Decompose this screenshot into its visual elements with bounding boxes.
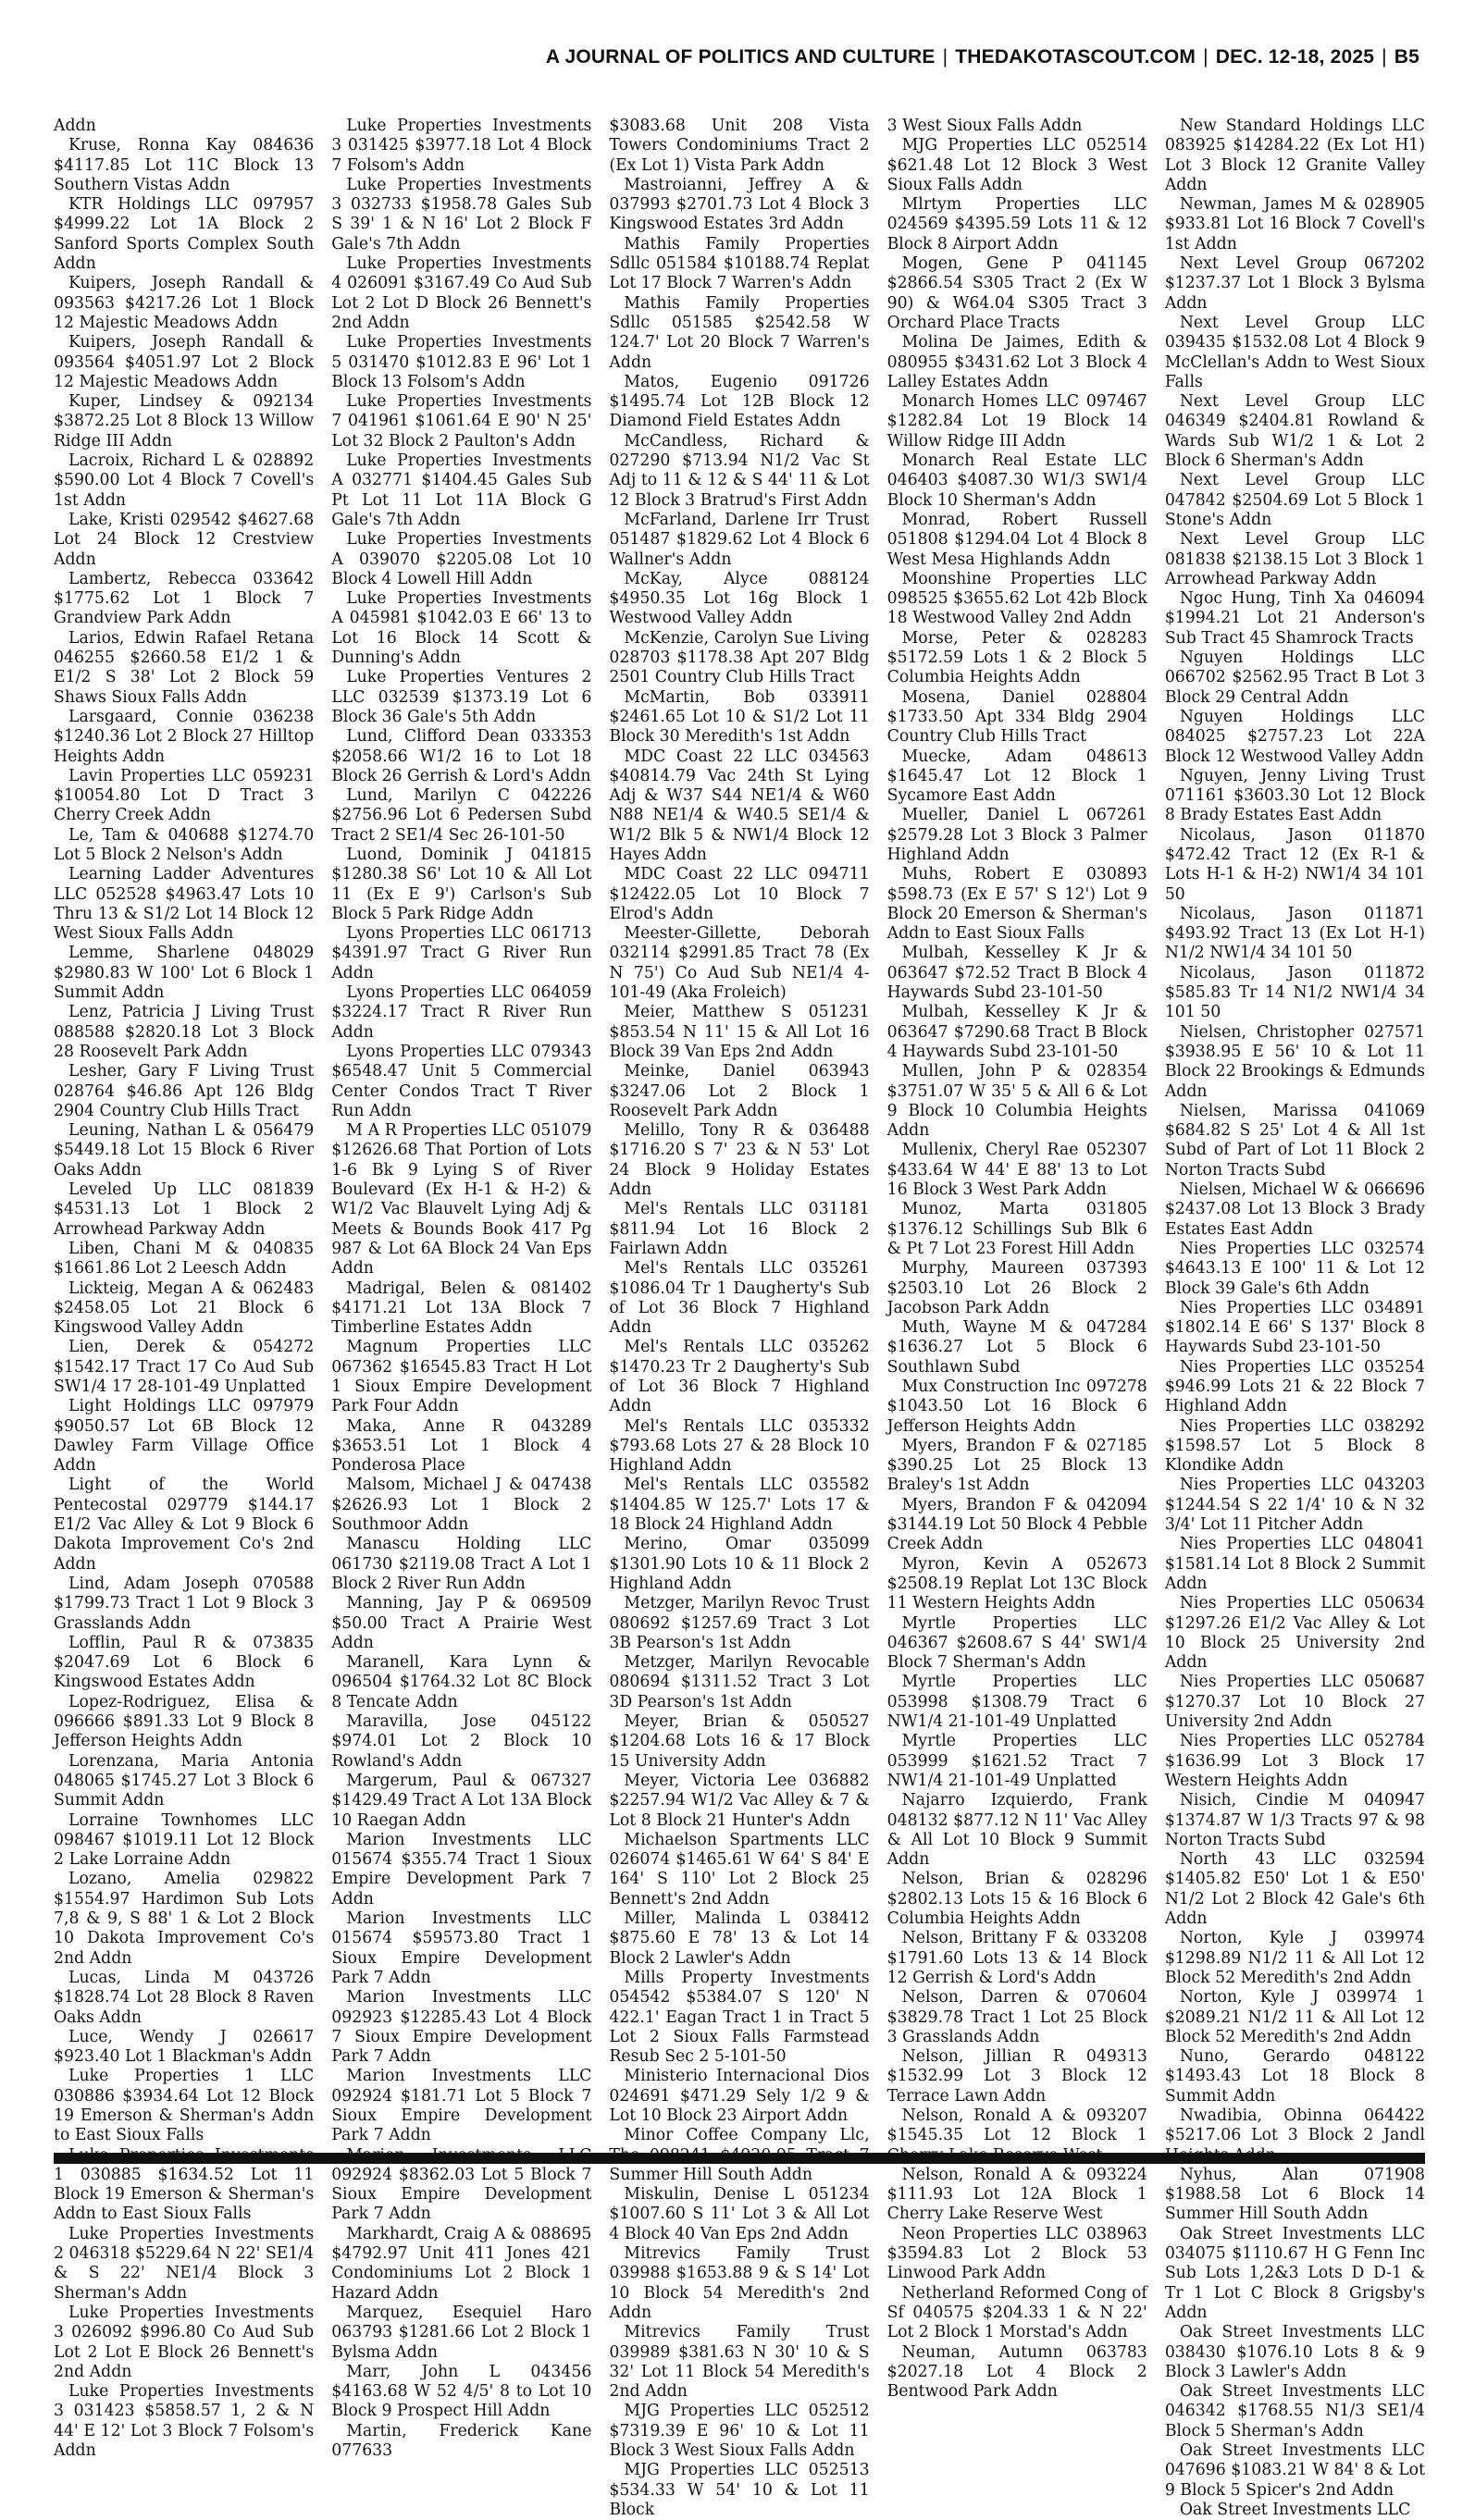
notice-entry: Marion Investments LLC 092923 $12285.43 Lot 4 Block 7 Sioux Empire Development Park 7 Addn: [331, 1988, 592, 2067]
notice-entry: Nies Properties LLC 043203 $1244.54 S 22 1/4' 10 & N 32 3/4' Lot 11 Pitcher Addn: [1164, 1476, 1426, 1535]
notice-entry: Next Level Group LLC 081838 $2138.15 Lot 3 Block 1 Arrowhead Parkway Addn: [1164, 530, 1426, 588]
notice-entry: Nicolaus, Jason 011870 $472.42 Tract 12 (Ex R-1 & Lots H-1 & H-2) NW1/4 34 101 50: [1164, 825, 1426, 904]
notice-entry: Nielsen, Christopher 027571 $3938.95 E 56' 10 & Lot 11 Block 22 Brookings & Edmunds Addn: [1164, 1022, 1426, 1101]
notice-entry: Next Level Group 067202 $1237.37 Lot 1 Block 3 Bylsma Addn: [1164, 254, 1426, 313]
notice-entry: Nies Properties LLC 032574 $4643.13 E 100' 11 & Lot 12 Block 39 Gale's 6th Addn: [1164, 1239, 1426, 1298]
notice-entry: MDC Coast 22 LLC 034563 $40814.79 Vac 24th St Lying Adj & W37 S44 NE1/4 & W60 N88 NE1/4 & W40.5 SE1/4 & W1/2 Blk 5 & NW1/4 Block 12 Hayes Addn: [609, 747, 870, 864]
notice-entry: Muhs, Robert E 030893 $598.73 (Ex E 57' S 12') Lot 9 Block 20 Emerson & Sherman's Addn to East Sioux Falls: [886, 865, 1147, 944]
notice-entry: Myers, Brandon F & 042094 $3144.19 Lot 50 Block 4 Pebble Creek Addn: [886, 1495, 1147, 1554]
notice-entry: Margerum, Paul & 067327 $1429.49 Tract A Lot 13A Block 10 Raegan Addn: [331, 1771, 592, 1830]
notice-entry: Mux Construction Inc 097278 $1043.50 Lot 16 Block 6 Jefferson Heights Addn: [886, 1377, 1147, 1436]
notice-entry: Netherland Reformed Cong of Sf 040575 $204.33 1 & N 22' Lot 2 Block 1 Morstad's Addn: [886, 2283, 1147, 2342]
header-separator: |: [942, 46, 948, 68]
notice-entry: MJG Properties LLC 052512 $7319.39 E 96' 10 & Lot 11 Block 3 West Sioux Falls Addn: [609, 2402, 870, 2461]
notice-entry: Meyer, Brian & 050527 $1204.68 Lots 16 & 17 Block 15 University Addn: [609, 1712, 870, 1771]
page-header: [56, 46, 1419, 68]
notice-entry: Mel's Rentals LLC 031181 $811.94 Lot 16 Block 2 Fairlawn Addn: [609, 1200, 870, 1258]
notice-entry: Manning, Jay P & 069509 $50.00 Tract A Prairie West Addn: [331, 1594, 592, 1652]
notice-entry: Oak Street Investments LLC 034075 $1110.67 H G Fenn Inc Sub Lots 1,2&3 Lots D D-1 & Tr 1 Lot C Block 8 Grigsby's Addn: [1164, 2224, 1426, 2322]
notice-entry: Luke Properties Investments A 032771 $1404.45 Gales Sub Pt Lot 11 Lot 11A Block G Gale's 7th Addn: [331, 451, 592, 529]
notice-entry: Lorenzana, Maria Antonia 048065 $1745.27 Lot 3 Block 6 Summit Addn: [54, 1751, 315, 1810]
notice-entry: Lien, Derek & 054272 $1542.17 Tract 17 Co Aud Sub SW1/4 17 28-101-49 Unplatted: [54, 1338, 315, 1396]
notice-entry: Miller, Malinda L 038412 $875.60 E 78' 13 & Lot 14 Block 2 Lawler's Addn: [609, 1909, 870, 1968]
notice-entry: Metzger, Marilyn Revoc Trust 080692 $1257.69 Tract 3 Lot 3B Pearson's 1st Addn: [609, 1594, 870, 1652]
notice-entry: Meinke, Daniel 063943 $3247.06 Lot 2 Block 1 Roosevelt Park Addn: [609, 1062, 870, 1120]
notice-entry: Maravilla, Jose 045122 $974.01 Lot 2 Block 10 Rowland's Addn: [331, 1712, 592, 1771]
notice-entry: 3 West Sioux Falls Addn: [886, 117, 1083, 135]
bottom-rule: [54, 2153, 1425, 2164]
notice-entry: Le, Tam & 040688 $1274.70 Lot 5 Block 2 Nelson's Addn: [54, 825, 315, 864]
notice-entry: Oak Street Investments LLC 038430 $1076.10 Lots 8 & 9 Block 3 Lawler's Addn: [1164, 2323, 1426, 2381]
notice-entry: Mitrevics Family Trust 039988 $1653.88 9 & S 14' Lot 10 Block 54 Meredith's 2nd Addn: [609, 2244, 870, 2322]
notice-entry: Meester-Gillette, Deborah 032114 $2991.85 Tract 78 (Ex N 75') Co Aud Sub NE1/4 4-101-49 (Aka Froleich): [609, 924, 870, 1003]
column-4: [886, 117, 1147, 2402]
notice-entry: Light Holdings LLC 097979 $9050.57 Lot 6B Block 12 Dawley Farm Village Office Addn: [54, 1397, 315, 1476]
notice-entry: Ministerio Internacional Dios 024691 $471.29 Sely 1/2 9 & Lot 10 Block 23 Airport Addn: [609, 2067, 870, 2125]
notice-entry: Myrtle Properties LLC 046367 $2608.67 S 44' SW1/4 Block 7 Sherman's Addn: [886, 1613, 1147, 1673]
notice-entry: Mitrevics Family Trust 039989 $381.63 N 30' 10 & S 32' Lot 11 Block 54 Meredith's 2nd Addn: [609, 2323, 870, 2402]
notice-entry: Maranell, Kara Lynn & 096504 $1764.32 Lot 8C Block 8 Tencate Addn: [331, 1653, 592, 1711]
notice-entry: Leuning, Nathan L & 056479 $5449.18 Lot 15 Block 6 River Oaks Addn: [54, 1121, 315, 1180]
notice-entry: Newman, James M & 028905 $933.81 Lot 16 Block 7 Covell's 1st Addn: [1164, 195, 1426, 253]
notice-entry: Nelson, Ronald A & 093224 $111.93 Lot 12A Block 1 Cherry Lake Reserve West: [886, 2165, 1147, 2224]
notice-entry: Kuipers, Joseph Randall & 093563 $4217.26 Lot 1 Block 12 Majestic Meadows Addn: [54, 274, 315, 332]
notice-entry: New Standard Holdings LLC 083925 $14284.22 (Ex Lot H1) Lot 3 Block 12 Granite Valley Addn: [1164, 117, 1426, 194]
notice-entry: Luke Properties Investments 5 031470 $1012.83 E 96' Lot 1 Block 13 Folsom's Addn: [331, 333, 592, 391]
notice-entry: Luke Properties Investments 3 026092 $996.80 Co Aud Sub Lot 2 Lot E Block 26 Bennett's 2nd Addn: [54, 2303, 315, 2381]
notice-entry: Luke Properties Investments 2 046318 $5229.64 N 22' SE1/4 & S 22' NE1/4 Block 3 Sherman's Addn: [54, 2224, 315, 2303]
notice-entry: Lickteig, Megan A & 062483 $2458.05 Lot 21 Block 6 Kingswood Valley Addn: [54, 1279, 315, 1338]
notice-entry: Myron, Kevin A 052673 $2508.19 Replat Lot 13C Block 11 Western Heights Addn: [886, 1554, 1147, 1613]
notice-entry: 092924 $8362.03 Lot 5 Block 7 Sioux Empire Development Park 7 Addn: [331, 2165, 592, 2224]
notice-entry: Lucas, Linda M 043726 $1828.74 Lot 28 Block 8 Raven Oaks Addn: [54, 1968, 315, 2027]
notice-entry: Nicolaus, Jason 011871 $493.92 Tract 13 (Ex Lot H-1) N1/2 NW1/4 34 101 50: [1164, 904, 1426, 963]
notice-entry: Mel's Rentals LLC 035262 $1470.23 Tr 2 Daugherty's Sub of Lot 36 Block 7 Highland Addn: [609, 1338, 870, 1416]
notice-entry: Larios, Edwin Rafael Retana 046255 $2660.58 E1/2 1 & E1/2 S 38' Lot 2 Block 59 Shaws Sioux Falls Addn: [54, 628, 315, 707]
notice-entry: Malsom, Michael J & 047438 $2626.93 Lot 1 Block 2 Southmoor Addn: [331, 1476, 592, 1535]
notice-entry: Nyhus, Alan 071908 $1988.58 Lot 6 Block 14 Summer Hill South Addn: [1164, 2165, 1426, 2224]
notice-entry: Marr, John L 043456 $4163.68 W 52 4/5' 8 to Lot 10 Block 9 Prospect Hill Addn: [331, 2362, 592, 2421]
notice-entry: Nelson, Brittany F & 033208 $1791.60 Lots 13 & 14 Block 12 Gerrish & Lord's Addn: [886, 1929, 1147, 1987]
notice-entry: Muecke, Adam 048613 $1645.47 Lot 12 Block 1 Sycamore East Addn: [886, 747, 1147, 806]
notice-entry: Next Level Group LLC 047842 $2504.69 Lot 5 Block 1 Stone's Addn: [1164, 471, 1426, 529]
notice-entry: Nelson, Darren & 070604 $3829.78 Tract 1 Lot 25 Block 3 Grasslands Addn: [886, 1988, 1147, 2046]
notice-entry: Luke Properties Investments A 039070 $2205.08 Lot 10 Block 4 Lowell Hill Addn: [331, 530, 592, 588]
notice-entry: Lenz, Patricia J Living Trust 088588 $2820.18 Lot 3 Block 28 Roosevelt Park Addn: [54, 1003, 315, 1061]
notice-entry: Nies Properties LLC 035254 $946.99 Lots 21 & 22 Block 7 Highland Addn: [1164, 1357, 1426, 1416]
notice-entry: Nicolaus, Jason 011872 $585.83 Tr 14 N1/2 NW1/4 34 101 50: [1164, 963, 1426, 1022]
notice-entry: Luke Properties Investments 3 032733 $1958.78 Gales Sub S 39' 1 & N 16' Lot 2 Block F Gale's 7th Addn: [331, 175, 592, 253]
notice-entry: McFarland, Darlene Irr Trust 051487 $1829.62 Lot 4 Block 6 Wallner's Addn: [609, 510, 870, 569]
notice-entry: Madrigal, Belen & 081402 $4171.21 Lot 13A Block 7 Timberline Estates Addn: [331, 1279, 592, 1338]
notice-entry: Norton, Kyle J 039974 $1298.89 N1/2 11 & All Lot 12 Block 52 Meredith's 2nd Addn: [1164, 1929, 1426, 1987]
notice-entry: Luond, Dominik J 041815 $1280.38 S6' Lot 10 & All Lot 11 (Ex E 9') Carlson's Sub Block 5 Park Ridge Addn: [331, 845, 592, 923]
notice-entry: Mullenix, Cheryl Rae 052307 $433.64 W 44' E 88' 13 to Lot 16 Block 3 West Park Addn: [886, 1141, 1147, 1200]
column-5: [1164, 117, 1426, 2519]
notice-entry: McCandless, Richard & 027290 $713.94 N1/2 Vac St Adj to 11 & 12 & S 44' 11 & Lot 12 Block 3 Bratrud's First Addn: [609, 431, 870, 510]
header-separator: |: [1203, 46, 1209, 68]
notice-entry: Luke Properties 1 LLC 030886 $3934.64 Lot 12 Block 19 Emerson & Sherman's Addn to East Sioux Falls: [54, 2067, 315, 2145]
notice-entry: KTR Holdings LLC 097957 $4999.22 Lot 1A Block 2 Sanford Sports Complex South Addn: [54, 195, 315, 274]
notice-entry: Metzger, Marilyn Revocable 080694 $1311.52 Tract 3 Lot 3D Pearson's 1st Addn: [609, 1653, 870, 1711]
notice-entry: Meyer, Victoria Lee 036882 $2257.94 W1/2 Vac Alley & 7 & Lot 8 Block 21 Hunter's Addn: [609, 1771, 870, 1830]
notice-entry: Maka, Anne R 043289 $3653.51 Lot 1 Block 4 Ponderosa Place: [331, 1416, 592, 1476]
notice-entry: Mathis Family Properties Sdllc 051585 $2542.58 W 124.7' Lot 20 Block 7 Warren's Addn: [609, 293, 870, 372]
column-2: [331, 117, 592, 2461]
notice-entry: Nuno, Gerardo 048122 $1493.43 Lot 18 Block 8 Summit Addn: [1164, 2047, 1426, 2106]
notice-entry: Nielsen, Michael W & 066696 $2437.08 Lot 13 Block 3 Brady Estates East Addn: [1164, 1180, 1426, 1239]
notice-entry: Nguyen, Jenny Living Trust 071161 $3603.30 Lot 12 Block 8 Brady Estates East Addn: [1164, 766, 1426, 825]
notice-entry: McMartin, Bob 033911 $2461.65 Lot 10 & S1/2 Lot 11 Block 30 Meredith's 1st Addn: [609, 687, 870, 747]
notice-entry: Oak Street Investments LLC 046342 $1768.55 N1/3 SE1/4 Block 5 Sherman's Addn: [1164, 2382, 1426, 2440]
notice-entry: Luke Properties Investments 7 041961 $1061.64 E 90' N 25' Lot 32 Block 2 Paulton's Addn: [331, 392, 592, 451]
header-separator: |: [1382, 46, 1387, 68]
notice-entry: Mullen, John P & 028354 $3751.07 W 35' 5 & All 6 & Lot 9 Block 10 Columbia Heights Addn: [886, 1062, 1147, 1141]
notice-entry: Lesher, Gary F Living Trust 028764 $46.86 Apt 126 Bldg 2904 Country Club Hills Tract: [54, 1062, 315, 1120]
page-number: B5: [1394, 46, 1419, 68]
notice-entry: Luke Properties Investments 3 031423 $5858.57 1, 2 & N 44' E 12' Lot 3 Block 7 Folsom's Addn: [54, 2382, 315, 2461]
notice-entry: Neuman, Autumn 063783 $2027.18 Lot 4 Block 2 Bentwood Park Addn: [886, 2342, 1147, 2402]
notice-entry: Mueller, Daniel L 067261 $2579.28 Lot 3 Block 3 Palmer Highland Addn: [886, 806, 1147, 864]
notice-entry: Mel's Rentals LLC 035332 $793.68 Lots 27 & 28 Block 10 Highland Addn: [609, 1416, 870, 1476]
notice-entry: Murphy, Maureen 037393 $2503.10 Lot 26 Block 2 Jacobson Park Addn: [886, 1259, 1147, 1317]
notice-entry: Melillo, Tony R & 036488 $1716.20 S 7' 23 & N 53' Lot 24 Block 9 Holiday Estates Addn: [609, 1121, 870, 1200]
notice-entry: Leveled Up LLC 081839 $4531.13 Lot 1 Block 2 Arrowhead Parkway Addn: [54, 1180, 315, 1239]
notice-entry: Monarch Real Estate LLC 046403 $4087.30 W1/3 SW1/4 Block 10 Sherman's Addn: [886, 451, 1147, 510]
notice-entry: Nguyen Holdings LLC 066702 $2562.95 Tract B Lot 3 Block 29 Central Addn: [1164, 649, 1426, 707]
notice-entry: MJG Properties LLC 052514 $621.48 Lot 12 Block 3 West Sioux Falls Addn: [886, 136, 1147, 194]
notice-entry: Lyons Properties LLC 079343 $6548.47 Unit 5 Commercial Center Condos Tract T River Run Addn: [331, 1042, 592, 1120]
notice-entry: MJG Properties LLC 052513 $534.33 W 54' 10 & Lot 11 Block: [609, 2461, 870, 2519]
notice-entry: Luke Properties Investments 3 031425 $3977.18 Lot 4 Block 7 Folsom's Addn: [331, 117, 592, 175]
notice-entry: Lund, Marilyn C 042226 $2756.96 Lot 6 Pedersen Subd Tract 2 SE1/4 Sec 26-101-50: [331, 786, 592, 845]
notice-entry: Lambertz, Rebecca 033642 $1775.62 Lot 1 Block 7 Grandview Park Addn: [54, 569, 315, 628]
notice-entry: Myrtle Properties LLC 053999 $1621.52 Tract 7 NW1/4 21-101-49 Unplatted: [886, 1732, 1147, 1790]
notice-entry: $3083.68 Unit 208 Vista Towers Condominiums Tract 2 (Ex Lot 1) Vista Park Addn: [609, 117, 870, 175]
notice-entry: Nielsen, Marissa 041069 $684.82 S 25' Lot 4 & All 1st Subd of Part of Lot 11 Block 2 Norton Tracts Subd: [1164, 1101, 1426, 1180]
notice-entry: MDC Coast 22 LLC 094711 $12422.05 Lot 10 Block 7 Elrod's Addn: [609, 865, 870, 923]
notice-entry: Nelson, Ronald A & 093207 $1545.35 Lot 12 Block 1: [886, 2106, 1147, 2145]
notice-entry: Marion Investments LLC 092924 $181.71 Lot 5 Block 7 Sioux Empire Development Park 7 Addn: [331, 2067, 592, 2145]
notice-entry: M A R Properties LLC 051079 $12626.68 That Portion of Lots 1-6 Bk 9 Lying S of River Boulevard (Ex H-1 & H-2) & W1/2 Vac Blauvelt Lying Adj & Meets & Bounds Book 417 Pg 987 & Lot 6A Block 24 Van Eps Addn: [331, 1121, 592, 1279]
notice-entry: Lyons Properties LLC 061713 $4391.97 Tract G River Run Addn: [331, 924, 592, 982]
notice-entry: Myers, Brandon F & 027185 $390.25 Lot 25 Block 13 Braley's 1st Addn: [886, 1436, 1147, 1495]
notice-entry: Merino, Omar 035099 $1301.90 Lots 10 & 11 Block 2 Highland Addn: [609, 1535, 870, 1593]
notice-entry: Luke Properties Investments 4 026091 $3167.49 Co Aud Sub Lot 2 Lot D Block 26 Bennett's 2nd Addn: [331, 254, 592, 332]
notice-entry: Nies Properties LLC 050634 $1297.26 E1/2 Vac Alley & Lot 10 Block 25 University 2nd Addn: [1164, 1594, 1426, 1673]
notice-entry: Molina De Jaimes, Edith & 080955 $3431.62 Lot 3 Block 4 Lalley Estates Addn: [886, 333, 1147, 391]
notice-entry: Nies Properties LLC 052784 $1636.99 Lot 3 Block 17 Western Heights Addn: [1164, 1732, 1426, 1790]
notice-entry: Mulbah, Kesselley K Jr & 063647 $72.52 Tract B Block 4 Haywards Subd 23-101-50: [886, 944, 1147, 1003]
notice-entry: Martin, Frederick Kane 077633: [331, 2421, 592, 2461]
notice-entry: Myrtle Properties LLC 053998 $1308.79 Tract 6 NW1/4 21-101-49 Unplatted: [886, 1673, 1147, 1732]
notice-entry: Mills Property Investments 054542 $5384.07 S 120' N 422.1' Eagan Tract 1 in Tract 5 Lot 2 Sioux Falls Farmstead Resub Sec 2 5-101-50: [609, 1968, 870, 2067]
notice-entry: North 43 LLC 032594 $1405.82 E50' Lot 1 & E50' N1/2 Lot 2 Block 42 Gale's 6th Addn: [1164, 1850, 1426, 1929]
notice-entry: Markhardt, Craig A & 088695 $4792.97 Unit 411 Jones 421 Condominiums Lot 2 Block 1 Hazard Addn: [331, 2224, 592, 2303]
column-1: [54, 117, 315, 2461]
notice-entry: Norton, Kyle J 039974 1 $2089.21 N1/2 11 & All Lot 12 Block 52 Meredith's 2nd Addn: [1164, 1988, 1426, 2046]
website-link[interactable]: THEDAKOTASCOUT.COM: [955, 46, 1196, 68]
notice-entry: Mastroianni, Jeffrey A & 037993 $2701.73 Lot 4 Block 3 Kingswood Estates 3rd Addn: [609, 175, 870, 234]
notice-entry: Nguyen Holdings LLC 084025 $2757.23 Lot 22A Block 12 Westwood Valley Addn: [1164, 707, 1426, 766]
notice-entry: Muth, Wayne M & 047284 $1636.27 Lot 5 Block 6 Southlawn Subd: [886, 1318, 1147, 1377]
notice-entry: Mathis Family Properties Sdllc 051584 $10188.74 Replat Lot 17 Block 7 Warren's Addn: [609, 234, 870, 293]
notice-entry: Kuipers, Joseph Randall & 093564 $4051.97 Lot 2 Block 12 Majestic Meadows Addn: [54, 333, 315, 391]
notice-entry: Mulbah, Kesselley K Jr & 063647 $7290.68 Tract B Block 4 Haywards Subd 23-101-50: [886, 1003, 1147, 1061]
notice-entry: Next Level Group LLC 046349 $2404.81 Rowland & Wards Sub W1/2 1 & Lot 2 Block 6 Sherman's Addn: [1164, 392, 1426, 471]
notice-entry: Morse, Peter & 028283 $5172.59 Lots 1 & 2 Block 5 Columbia Heights Addn: [886, 628, 1147, 687]
notice-entry: Nies Properties LLC 038292 $1598.57 Lot 5 Block 8 Klondike Addn: [1164, 1416, 1426, 1476]
notice-entry: Lake, Kristi 029542 $4627.68 Lot 24 Block 12 Crestview Addn: [54, 510, 315, 569]
notice-entry: Neon Properties LLC 038963 $3594.83 Lot 2 Block 53 Linwood Park Addn: [886, 2224, 1147, 2283]
notice-entry: Nisich, Cindie M 040947 $1374.87 W 1/3 Tracts 97 & 98 Norton Tracts Subd: [1164, 1791, 1426, 1849]
notice-entry: Nies Properties LLC 034891 $1802.14 E 66' S 137' Block 8 Haywards Subd 23-101-50: [1164, 1298, 1426, 1357]
notice-entry: McKay, Alyce 088124 $4950.35 Lot 16g Block 1 Westwood Valley Addn: [609, 569, 870, 628]
notice-entry: Munoz, Marta 031805 $1376.12 Schillings Sub Blk 6 & Pt 7 Lot 23 Forest Hill Addn: [886, 1200, 1147, 1258]
notice-entry: Nies Properties LLC 048041 $1581.14 Lot 8 Block 2 Summit Addn: [1164, 1535, 1426, 1593]
notice-entry: Lund, Clifford Dean 033353 $2058.66 W1/2 16 to Lot 18 Block 26 Gerrish & Lord's Addn: [331, 727, 592, 785]
notice-entry: Oak Street Investments LLC: [1179, 2500, 1411, 2519]
notice-entry: Mogen, Gene P 041145 $2866.54 S305 Tract 2 (Ex W 90) & W64.04 S305 Tract 3 Orchard Place Tracts: [886, 254, 1147, 332]
notice-entry: Ngoc Hung, Tinh Xa 046094 $1994.21 Lot 21 Anderson's Sub Tract 45 Shamrock Tracts: [1164, 589, 1426, 648]
notice-entry: 1 030885 $1634.52 Lot 11 Block 19 Emerson & Sherman's Addn to East Sioux Falls: [54, 2165, 315, 2224]
notice-entry: Learning Ladder Adventures LLC 052528 $4963.47 Lots 10 Thru 13 & S1/2 Lot 14 Block 12 West Sioux Falls Addn: [54, 865, 315, 944]
notice-entry: Lacroix, Richard L & 028892 $590.00 Lot 4 Block 7 Covell's 1st Addn: [54, 451, 315, 510]
notice-entry: Nwadibia, Obinna 064422 $5217.06 Lot 3 Block 2 Jandl: [1164, 2106, 1426, 2145]
notice-entry: Marion Investments LLC 015674 $59573.80 Tract 1 Sioux Empire Development Park 7 Addn: [331, 1909, 592, 1987]
notice-entry: Oak Street Investments LLC 047696 $1083.21 W 84' 8 & Lot 9 Block 5 Spicer's 2nd Addn: [1164, 2441, 1426, 2500]
publication-tagline: A JOURNAL OF POLITICS AND CULTURE: [545, 46, 936, 68]
notice-entry: Nies Properties LLC 050687 $1270.37 Lot 10 Block 27 University 2nd Addn: [1164, 1673, 1426, 1732]
notice-entry: Light of the World Pentecostal 029779 $144.17 E1/2 Vac Alley & Lot 9 Block 6 Dakota Improvement Co's 2nd Addn: [54, 1476, 315, 1574]
notice-entry: Minor Coffee Company Llc, Summer Hill South Addn: [609, 2126, 870, 2184]
notice-entry: Mel's Rentals LLC 035261 $1086.04 Tr 1 Daugherty's Sub of Lot 36 Block 7 Highland Addn: [609, 1259, 870, 1338]
notice-entry: Addn: [54, 117, 96, 135]
notice-entry: Matos, Eugenio 091726 $1495.74 Lot 12B Block 12 Diamond Field Estates Addn: [609, 372, 870, 431]
notice-entry: Luke Properties Investments A 045981 $1042.03 E 66' 13 to Lot 16 Block 14 Scott & Dunning's Addn: [331, 589, 592, 668]
notice-entry: Mlrtym Properties LLC 024569 $4395.59 Lots 11 & 12 Block 8 Airport Addn: [886, 195, 1147, 253]
notice-entry: Moonshine Properties LLC 098525 $3655.62 Lot 42b Block 18 Westwood Valley 2nd Addn: [886, 569, 1147, 628]
notice-entry: Larsgaard, Connie 036238 $1240.36 Lot 2 Block 27 Hilltop Heights Addn: [54, 707, 315, 766]
notice-entry: Luke Properties Ventures 2 LLC 032539 $1373.19 Lot 6 Block 36 Gale's 5th Addn: [331, 668, 592, 726]
notice-entry: McKenzie, Carolyn Sue Living 028703 $1178.38 Apt 207 Bldg 2501 Country Club Hills Tract: [609, 628, 870, 687]
notice-entry: Manascu Holding LLC 061730 $2119.08 Tract A Lot 1 Block 2 River Run Addn: [331, 1535, 592, 1593]
notice-entry: Luce, Wendy J 026617 $923.40 Lot 1 Blackman's Addn: [54, 2027, 315, 2067]
notice-entry: Michaelson Spartments LLC 026074 $1465.61 W 64' S 84' E 164' S 110' Lot 2 Block 25 Bennett's 2nd Addn: [609, 1830, 870, 1909]
notice-entry: Mel's Rentals LLC 035582 $1404.85 W 125.7' Lots 17 & 18 Block 24 Highland Addn: [609, 1476, 870, 1535]
issue-date: DEC. 12-18, 2025: [1215, 46, 1375, 68]
notice-entry: Monrad, Robert Russell 051808 $1294.04 Lot 4 Block 8 West Mesa Highlands Addn: [886, 510, 1147, 569]
notice-entry: Marion Investments LLC 015674 $355.74 Tract 1 Sioux Empire Development Park 7 Addn: [331, 1830, 592, 1909]
notice-entry: Lopez-Rodriguez, Elisa & 096666 $891.33 Lot 9 Block 8 Jefferson Heights Addn: [54, 1692, 315, 1751]
notice-entry: Nelson, Jillian R 049313 $1532.99 Lot 3 Block 12 Terrace Lawn Addn: [886, 2047, 1147, 2106]
legal-notice-columns: [54, 117, 1426, 2519]
notice-entry: Miskulin, Denise L 051234 $1007.60 S 11' Lot 3 & All Lot 4 Block 40 Van Eps 2nd Addn: [609, 2185, 870, 2243]
notice-entry: Next Level Group LLC 039435 $1532.08 Lot 4 Block 9 McClellan's Addn to West Sioux Falls: [1164, 313, 1426, 391]
notice-entry: Marquez, Esequiel Haro 063793 $1281.66 Lot 2 Block 1 Bylsma Addn: [331, 2303, 592, 2362]
notice-entry: Monarch Homes LLC 097467 $1282.84 Lot 19 Block 14 Willow Ridge III Addn: [886, 392, 1147, 451]
notice-entry: Lavin Properties LLC 059231 $10054.80 Lot D Tract 3 Cherry Creek Addn: [54, 766, 315, 825]
notice-entry: Najarro Izquierdo, Frank 048132 $877.12 N 11' Vac Alley & All Lot 10 Block 9 Summit Addn: [886, 1791, 1147, 1870]
notice-entry: Lofflin, Paul R & 073835 $2047.69 Lot 6 Block 6 Kingswood Estates Addn: [54, 1633, 315, 1692]
notice-entry: Kruse, Ronna Kay 084636 $4117.85 Lot 11C Block 13 Southern Vistas Addn: [54, 136, 315, 194]
notice-entry: Lozano, Amelia 029822 $1554.97 Hardimon Sub Lots 7,8 & 9, S 88' 1 & Lot 2 Block 10 Dakota Improvement Co's 2nd Addn: [54, 1870, 315, 1968]
notice-entry: Lyons Properties LLC 064059 $3224.17 Tract R River Run Addn: [331, 983, 592, 1042]
notice-entry: Meier, Matthew S 051231 $853.54 N 11' 15 & All Lot 16 Block 39 Van Eps 2nd Addn: [609, 1003, 870, 1061]
notice-entry: Liben, Chani M & 040835 $1661.86 Lot 2 Leesch Addn: [54, 1239, 315, 1279]
notice-entry: Mosena, Daniel 028804 $1733.50 Apt 334 Bldg 2904 Country Club Hills Tract: [886, 687, 1147, 747]
column-3: [609, 117, 870, 2519]
notice-entry: Kuper, Lindsey & 092134 $3872.25 Lot 8 Block 13 Willow Ridge III Addn: [54, 392, 315, 451]
notice-entry: Lemme, Sharlene 048029 $2980.83 W 100' Lot 6 Block 1 Summit Addn: [54, 944, 315, 1003]
notice-entry: Magnum Properties LLC 067362 $16545.83 Tract H Lot 1 Sioux Empire Development Park Four Addn: [331, 1338, 592, 1416]
notice-entry: Lind, Adam Joseph 070588 $1799.73 Tract 1 Lot 9 Block 3 Grasslands Addn: [54, 1574, 315, 1633]
notice-entry: Nelson, Brian & 028296 $2802.13 Lots 15 & 16 Block 6 Columbia Heights Addn: [886, 1870, 1147, 1929]
notice-entry: Lorraine Townhomes LLC 098467 $1019.11 Lot 12 Block 2 Lake Lorraine Addn: [54, 1810, 315, 1870]
